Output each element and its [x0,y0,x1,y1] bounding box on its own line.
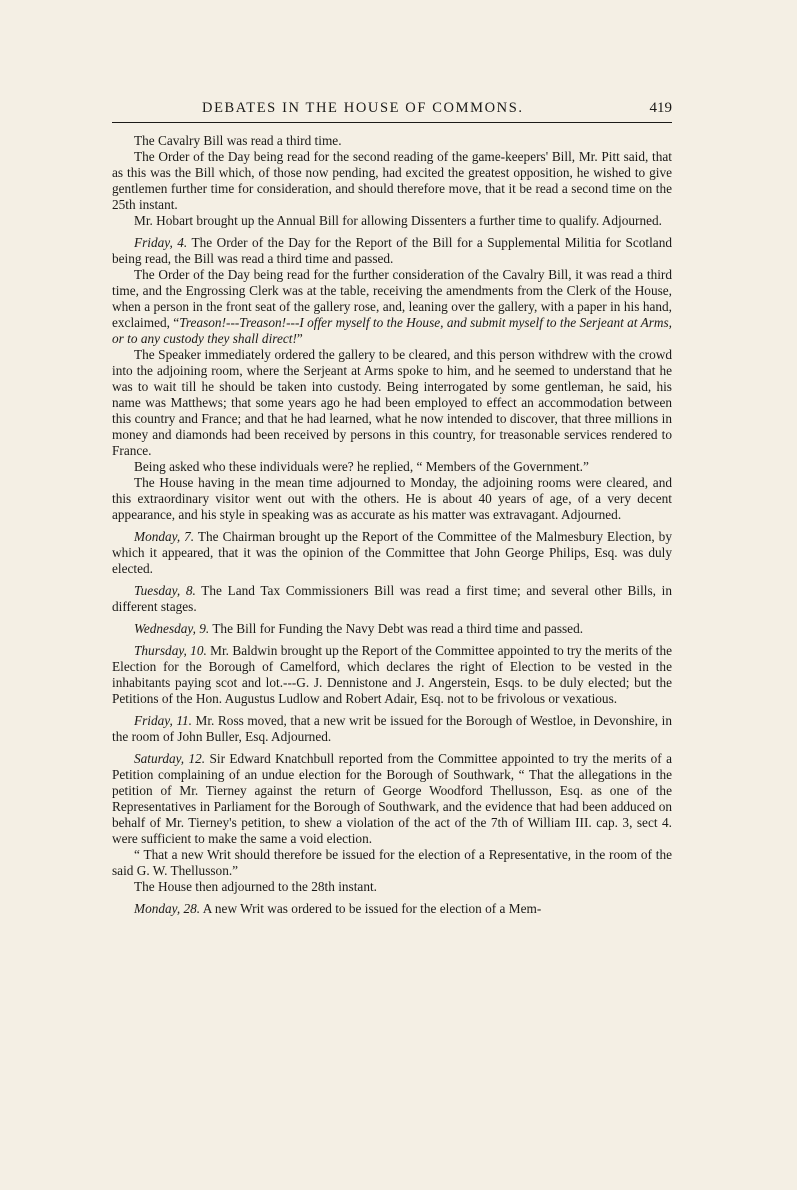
paragraph: Being asked who these individuals were? he replied, “ Members of the Government.” [134,459,589,474]
paragraph: Monday, 28. A new Writ was ordered to be issued for the election of a Mem- [134,901,542,916]
paragraph: “ That a new Writ should therefore be issued for the election of a Representative, in the room of the said G. W. Thellusson.” [112,847,672,878]
paragraph: Thursday, 10. Mr. Baldwin brought up the Report of the Committee appointed to try the merits of the Election for the Borough of Camelford, which declares the right of Election to be vested in the inhabitants paying scot and lot.---G. J. Dennistone and J. Angerstein, Esqs. to be duly elected; but the Petitions of the Hon. Augustus Ludlow and Robert Adair, Esq. not to be frivolous or vexatious. [112,643,672,706]
paragraph: Mr. Hobart brought up the Annual Bill for allowing Dissenters a further time to qualify. Adjourned. [134,213,662,228]
page-header [112,98,672,122]
header-rule [112,122,672,123]
paragraph: Tuesday, 8. The Land Tax Commissioners Bill was read a first time; and several other Bills, in different stages. [112,583,672,614]
paragraph: Friday, 4. The Order of the Day for the Report of the Bill for a Supplemental Militia for Scotland being read, the Bill was read a third time and passed. [112,235,672,266]
quoted-exclamation: Treason!---Treason!---I offer myself to the House, and submit myself to the Serjeant at Arms, or to any custody they shall direct! [112,315,673,346]
paragraph: The Order of the Day being read for the second reading of the game-keepers' Bill, Mr. Pitt said, that as this was the Bill which, of those now pending, had excited the greatest opposition, he wished to give gentlemen further time for consideration, and should therefore move, that it be read a second time on the 25th instant. [112,149,672,212]
entry-date: Wednesday, 9. [134,621,210,636]
entry-date: Friday, 4. [134,235,188,250]
page-number: 419 [649,100,672,116]
paragraph: The Speaker immediately ordered the gallery to be cleared, and this person withdrew with the crowd into the adjoining room, where the Serjeant at Arms spoke to him, and he seemed to understand that he was to wait till he should be taken into custody. Being interrogated by some gentleman, he said, his name was Matthews; that some years ago he had been employed to effect an accommodation between this country and France; and that he had learned, what he now intended to discover, that three millions in money and diamonds had been received by persons in this country, for treasonable services rendered to France. [112,347,672,458]
entry-date: Tuesday, 8. [134,583,196,598]
paragraph: Wednesday, 9. The Bill for Funding the Navy Debt was read a third time and passed. [134,621,584,636]
paragraph: The Order of the Day being read for the further consideration of the Cavalry Bill, it was read a third time, and the Engrossing Clerk was at the table, receiving the amendments from the Clerk of the House, when a person in the front seat of the gallery rose, and, leaning over the gallery, with a paper in his hand, exclaimed, “Treason!---Treason!---I offer myself to the House, and submit myself to the Serjeant at Arms, or to any custody they shall direct!” [112,267,673,346]
entry-date: Friday, 11. [134,713,192,728]
paragraph: The House then adjourned to the 28th instant. [134,879,377,894]
entry-date: Thursday, 10. [134,643,207,658]
paragraph: Saturday, 12. Sir Edward Knatchbull reported from the Committee appointed to try the merits of a Petition complaining of an undue election for the Borough of Southwark, “ That the allegations in the petition of Mr. Tierney against the return of George Woodford Thellusson, Esq. as one of the Representatives in Parliament for the Borough of Southwark, and the evidence that had been adduced on behalf of Mr. Tierney's petition, to shew a violation of the act of the 7th of William III. cap. 3, sect 4. were sufficient to make the same a void election. [112,751,672,846]
page-body [112,133,672,917]
running-title: DEBATES IN THE HOUSE OF COMMONS. [202,100,524,116]
entry-date: Monday, 7. [134,529,195,544]
entry-date: Monday, 28. [134,901,201,916]
paragraph: The House having in the mean time adjourned to Monday, the adjoining rooms were cleared, and this extraordinary visitor went out with the others. He is about 40 years of age, of a very decent appearance, and his style in speaking was as accurate as his matter was extravagant. Adjourned. [112,475,672,522]
entry-date: Saturday, 12. [134,751,206,766]
paragraph: Monday, 7. The Chairman brought up the Report of the Committee of the Malmesbury Election, by which it appeared, that it was the opinion of the Committee that John George Philips, Esq. was duly elected. [112,529,672,576]
paragraph: The Cavalry Bill was read a third time. [134,133,342,148]
paragraph: Friday, 11. Mr. Ross moved, that a new writ be issued for the Borough of Westloe, in Devonshire, in the room of John Buller, Esq. Adjourned. [112,713,672,744]
